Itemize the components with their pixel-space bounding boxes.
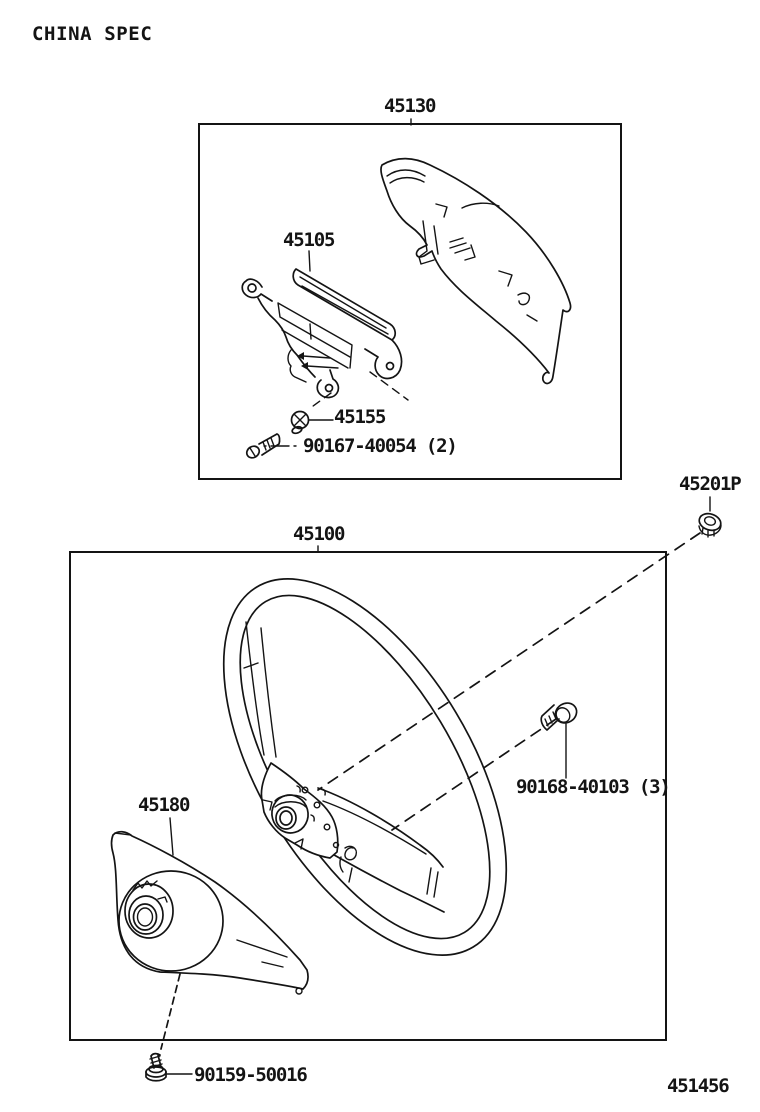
callout-45100: 45100 — [293, 523, 345, 545]
callout-45180: 45180 — [138, 794, 190, 816]
callout-90167-40054: 90167-40054 (2) — [303, 435, 457, 457]
callout-45105: 45105 — [283, 229, 335, 251]
callout-45201P: 45201P — [679, 473, 741, 495]
callout-90159-50016: 90159-50016 — [194, 1064, 307, 1086]
spec-note: CHINA SPEC — [32, 23, 153, 45]
callout-45130: 45130 — [384, 95, 436, 117]
figure-code: 451456 — [667, 1075, 729, 1097]
hex-nut-icon — [697, 511, 723, 537]
callout-45155: 45155 — [334, 406, 386, 428]
callout-90168-40103: 90168-40103 (3) — [516, 776, 670, 798]
cover-screw-icon — [146, 1054, 166, 1081]
upper-parts-box — [198, 123, 622, 480]
